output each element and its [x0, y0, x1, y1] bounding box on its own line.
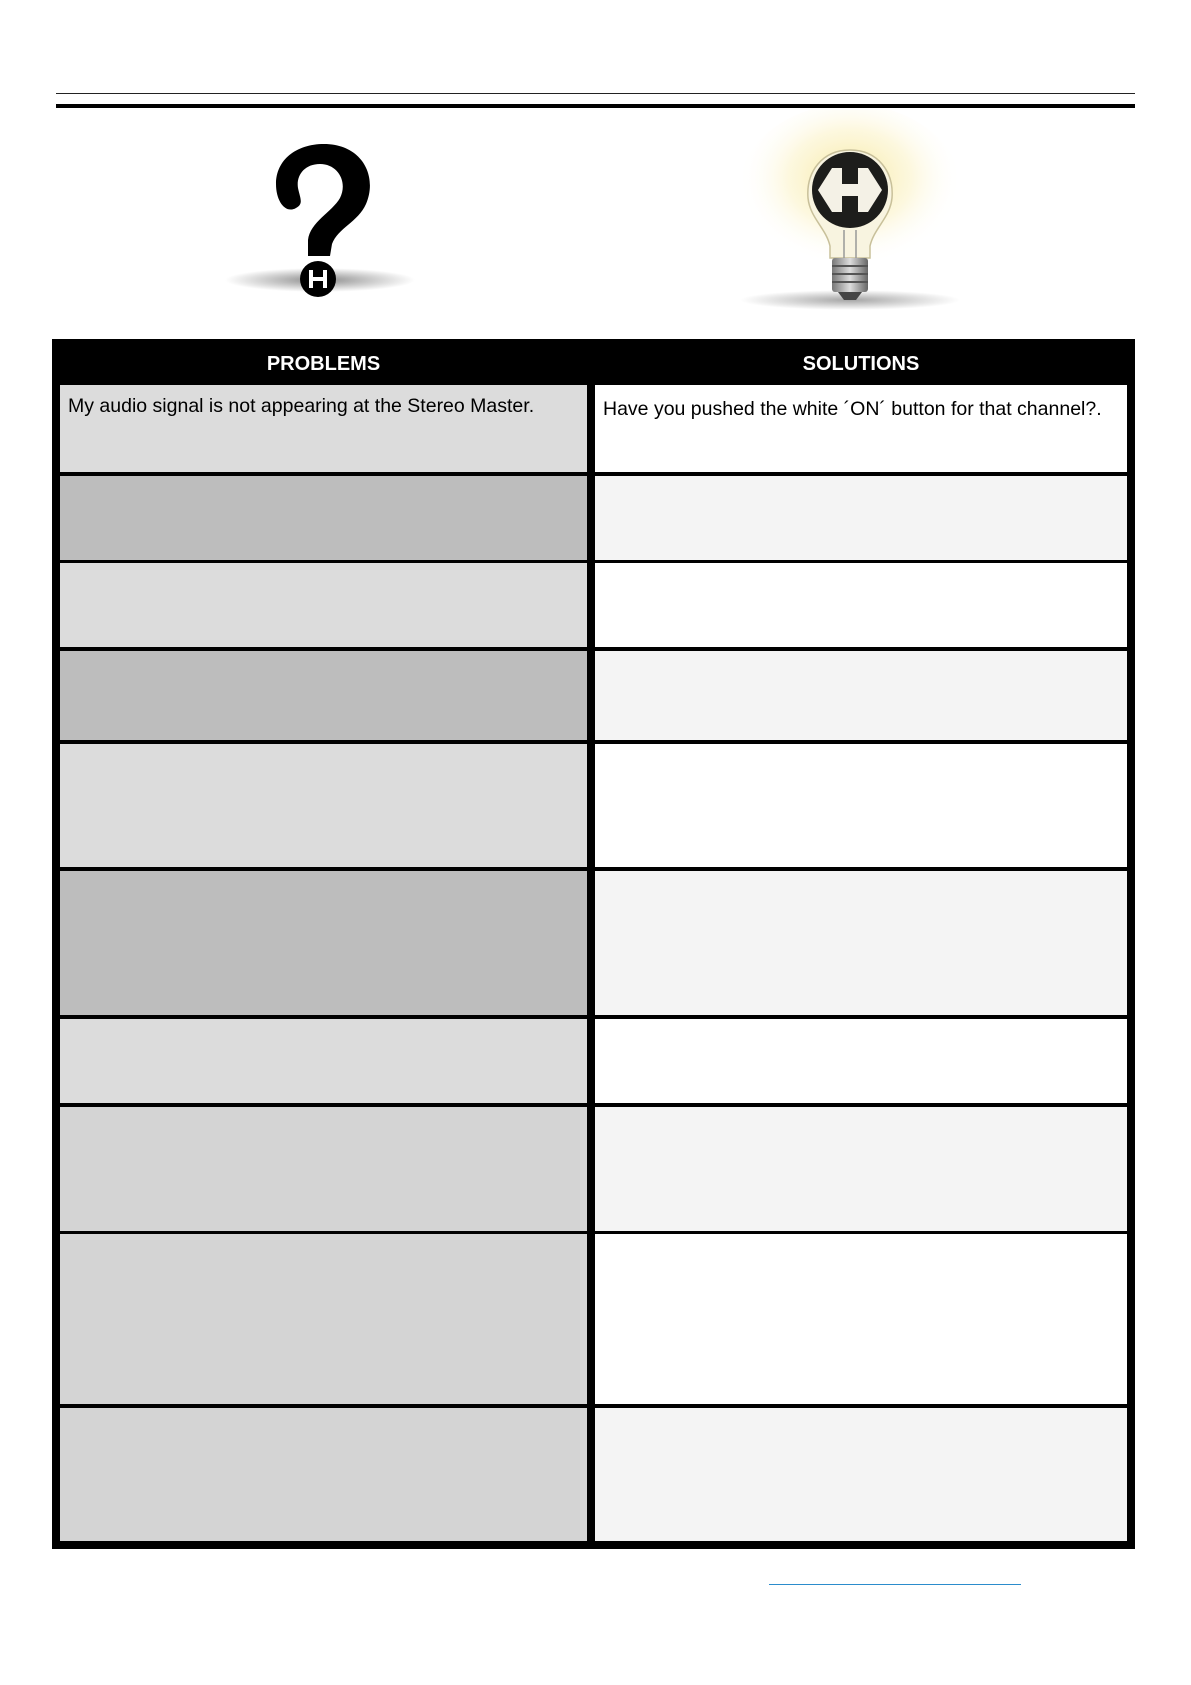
question-head-icon	[220, 132, 420, 312]
lightbulb-icon	[720, 110, 980, 315]
problem-cell	[60, 744, 587, 867]
solution-cell	[595, 871, 1127, 1015]
problems-solutions-table	[52, 339, 1135, 1549]
problem-cell	[60, 1019, 587, 1103]
solution-cell	[595, 1107, 1127, 1231]
header-rule-thin	[56, 93, 1135, 94]
solution-cell	[595, 1234, 1127, 1404]
solutions-header: SOLUTIONS	[802, 353, 920, 375]
problem-cell	[60, 563, 587, 647]
problem-cell	[60, 1234, 587, 1404]
solution-cell	[595, 1019, 1127, 1103]
header-rule-thick	[56, 104, 1135, 108]
problem-cell	[60, 871, 587, 1015]
solution-cell	[595, 744, 1127, 867]
solution-cell: Have you pushed the white ´ON´ button for that channel?.	[595, 385, 1127, 472]
problem-cell	[60, 651, 587, 740]
problem-cell	[60, 1408, 587, 1541]
table-header	[52, 339, 1135, 383]
problem-cell: My audio signal is not appearing at the Stereo Master.	[60, 385, 587, 472]
footer-link[interactable]	[769, 1584, 1021, 1585]
problem-cell	[60, 476, 587, 560]
problems-header: PROBLEMS	[266, 353, 381, 375]
solution-cell	[595, 651, 1127, 740]
solution-cell	[595, 476, 1127, 560]
solution-cell	[595, 1408, 1127, 1541]
problem-cell	[60, 1107, 587, 1231]
solution-cell	[595, 563, 1127, 647]
